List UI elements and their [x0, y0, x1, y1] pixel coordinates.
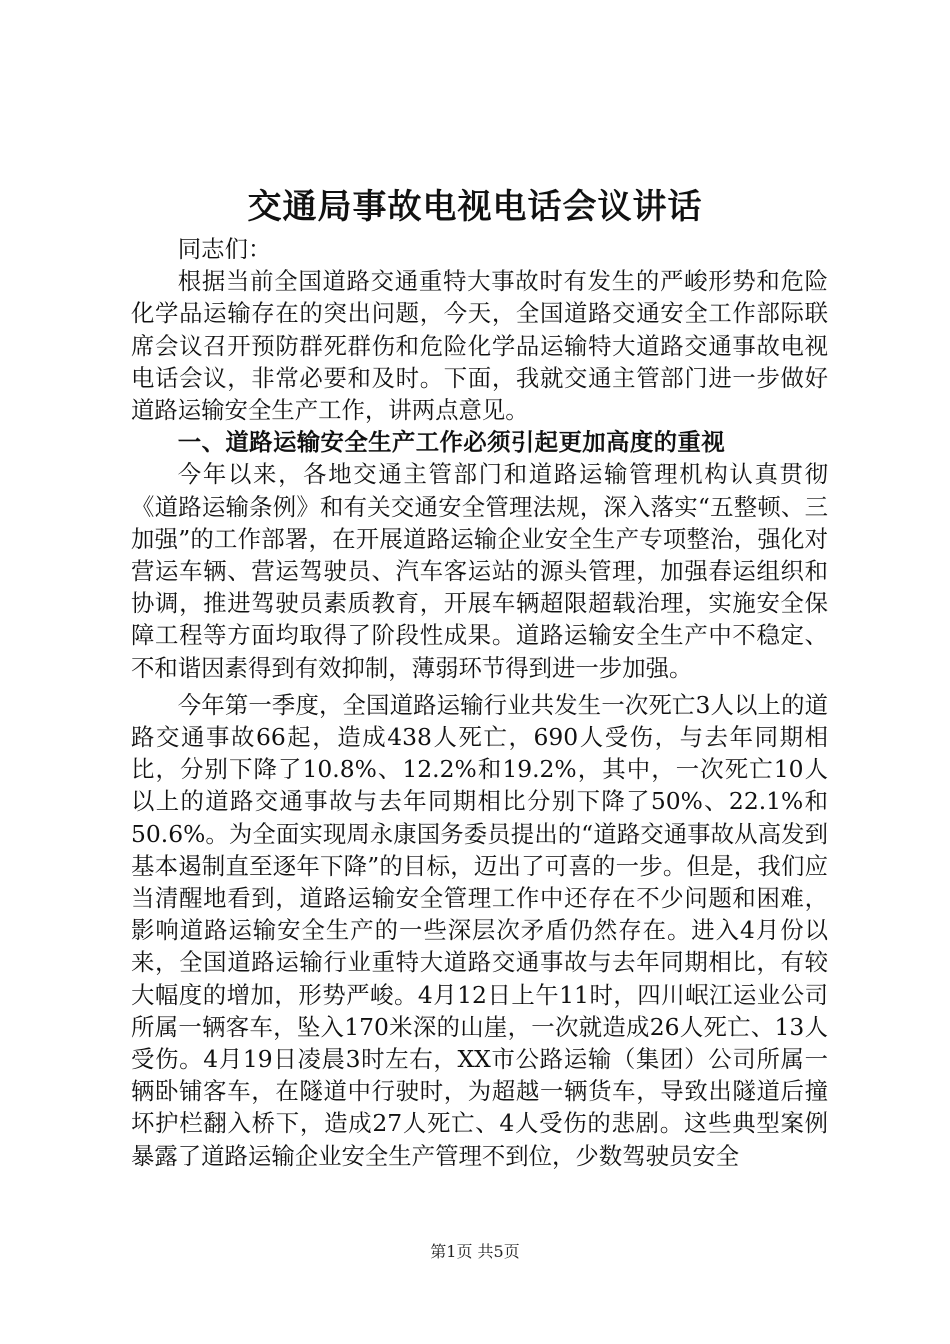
paragraph-intro: 根据当前全国道路交通重特大事故时有发生的严峻形势和危险化学品运输存在的突出问题，今天，全国道路交通安全工作部际联席会议召开预防群死群伤和危险化学品运输特大道路交通事故电视电话会议，非常必要和及时。下面，我就交通主管部门进一步做好道路运输安全生产工作，讲两点意见。: [131, 267, 828, 425]
salutation: 同志们：: [177, 235, 272, 263]
paragraph-progress: 今年以来，各地交通主管部门和道路运输管理机构认真贯彻《道路运输条例》和有关交通安全管理法规，深入落实“五整顿、三加强”的工作部署，在开展道路运输企业安全生产专项整治，强化对营运车辆、营运驾驶员、汽车客运站的源头管理，加强春运组织和协调，推进驾驶员素质教育，开展车辆超限超载治理，实施安全保障工程等方面均取得了阶段性成果。道路运输安全生产中不稳定、不和谐因素得到有效抑制，薄弱环节得到进一步加强。: [131, 460, 828, 682]
document-title: 交通局事故电视电话会议讲话: [247, 187, 703, 227]
section-heading: 一、道路运输安全生产工作必须引起更加高度的重视: [177, 428, 725, 457]
paragraph-statistics: 今年第一季度，全国道路运输行业共发生一次死亡3人以上的道路交通事故66起，造成438人死亡，690人受伤，与去年同期相比，分别下降了10.8%、12.2%和19.2%，其中，一次死亡10人以上的道路交通事故与去年同期相比分别下降了50%、22.1%和50.6%。为全面实现周永康国务委员提出的“道路交通事故从高发到基本遏制直至逐年下降”的目标，迈出了可喜的一步。但是，我们应当清醒地看到，道路运输安全管理工作中还存在不少问题和困难，影响道路运输安全生产的一些深层次矛盾仍然存在。进入4月份以来，全国道路运输行业重特大道路交通事故与去年同期相比，有较大幅度的增加，形势严峻。4月12日上午11时，四川岷江运业公司所属一辆客车，坠入170米深的山崖，一次就造成26人死亡、13人受伤。4月19日凌晨3时左右，XX市公路运输（集团）公司所属一辆卧铺客车，在隧道中行驶时，为超越一辆货车，导致出隧道后撞坏护栏翻入桥下，造成27人死亡、4人受伤的悲剧。这些典型案例暴露了道路运输企业安全生产管理不到位，少数驾驶员安全: [131, 690, 828, 1170]
document-body: [131, 233, 828, 1172]
page-number: 第1页 共5页: [430, 1242, 520, 1261]
